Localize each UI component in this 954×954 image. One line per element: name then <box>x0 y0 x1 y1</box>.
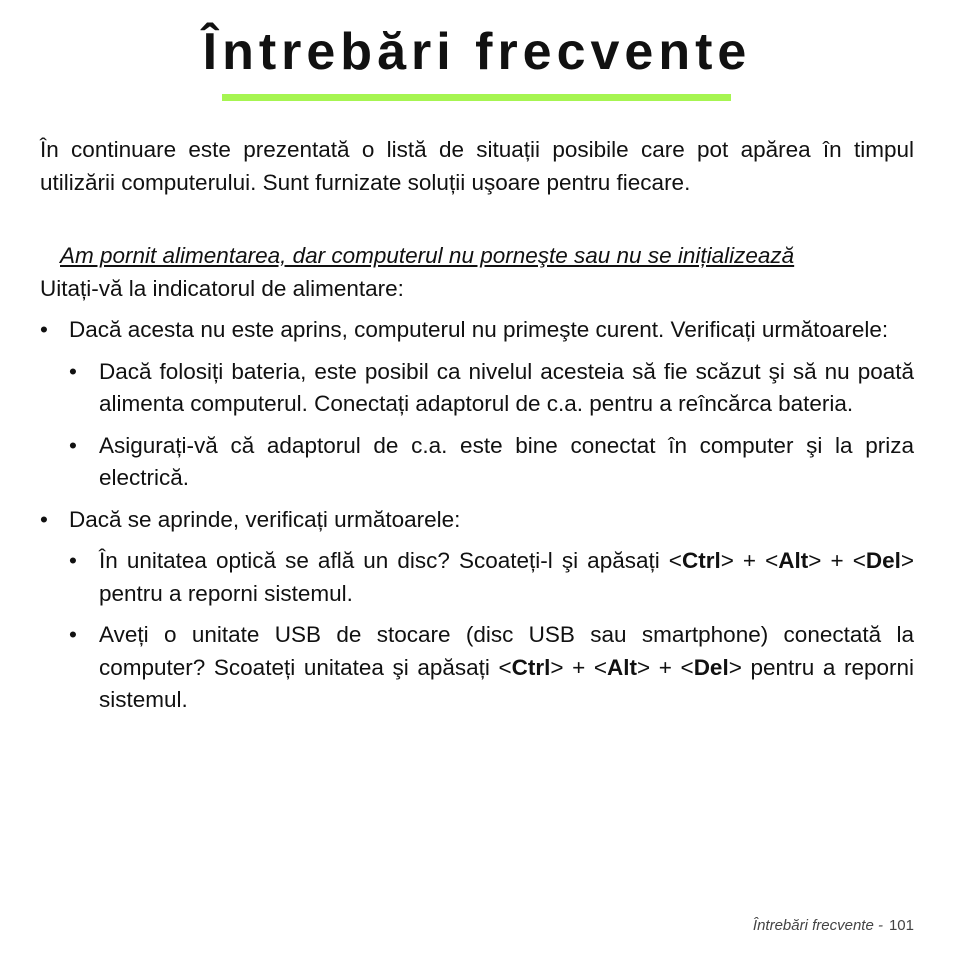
sub-list-item <box>69 545 914 610</box>
page-title: Întrebări frecvente <box>202 23 752 81</box>
list-item-text: Dacă acesta nu este aprins, computerul nu primeşte curent. Verificați următoarele: <box>69 317 889 342</box>
answer-list <box>40 314 914 717</box>
question-block <box>40 240 914 273</box>
bullet-icon: • <box>69 432 77 458</box>
page-footer <box>753 917 914 934</box>
bullet-icon: • <box>69 358 77 384</box>
key-del: Del <box>693 654 729 680</box>
key-ctrl: Ctrl <box>681 548 721 573</box>
key-del: Del <box>865 548 901 573</box>
text-segment: > pentru a reporni sistemul. <box>99 548 915 606</box>
text-segment: > + < <box>720 548 779 573</box>
sub-list-item <box>69 430 914 495</box>
key-alt: Alt <box>778 548 809 573</box>
footer-section-title: Întrebări frecvente - <box>752 917 883 934</box>
lead-text: Uitați-vă la indicatorul de alimentare: <box>40 275 404 301</box>
sub-list <box>69 356 914 495</box>
list-item <box>40 314 914 495</box>
text-segment: > + < <box>550 654 608 680</box>
sub-list-item <box>69 619 914 717</box>
text-segment: > + < <box>808 548 866 573</box>
sub-list-item-text: Dacă folosiți bateria, este posibil ca nivelul acesteia să fie scăzut şi să nu poată alimenta computerul. Conectați adaptorul de c.a. pentru a reîncărca bateria. <box>99 358 914 416</box>
sub-list-item-text: Asigurați-vă că adaptorul de c.a. este bine conectat în computer şi la priza electrică. <box>99 432 914 490</box>
sub-list-item-text <box>99 545 914 610</box>
list-item-text: Dacă se aprinde, verificați următoarele: <box>69 506 461 532</box>
text-segment: În unitatea optică se află un disc? Scoateți-l şi apăsați < <box>99 548 682 573</box>
text-segment: > pentru a reporni sistemul. <box>99 654 915 712</box>
bullet-icon: • <box>40 317 48 342</box>
main-content <box>40 134 914 717</box>
sub-list <box>69 545 914 717</box>
list-item <box>40 504 914 717</box>
question-heading: Am pornit alimentarea, dar computerul nu porneşte sau nu se inițializează <box>60 243 795 268</box>
text-segment: > + < <box>637 654 694 680</box>
page-number: 101 <box>888 917 914 934</box>
sub-list-item-text <box>99 619 914 717</box>
sub-list-item <box>69 356 914 421</box>
bullet-icon: • <box>69 548 77 573</box>
bullet-icon: • <box>69 622 77 647</box>
key-ctrl: Ctrl <box>511 654 551 680</box>
title-underline-bar <box>222 94 731 101</box>
bullet-icon: • <box>40 506 48 532</box>
text-segment: Aveți o unitate USB de stocare (disc USB sau smartphone) conectată la computer? Scoateți unitatea şi apăsați < <box>99 622 914 680</box>
key-alt: Alt <box>607 654 638 680</box>
intro-paragraph: În continuare este prezentată o listă de situații posibile care pot apărea în timpul utilizării computerului. Sunt furnizate soluții uşoare pentru fiecare. <box>40 137 914 195</box>
